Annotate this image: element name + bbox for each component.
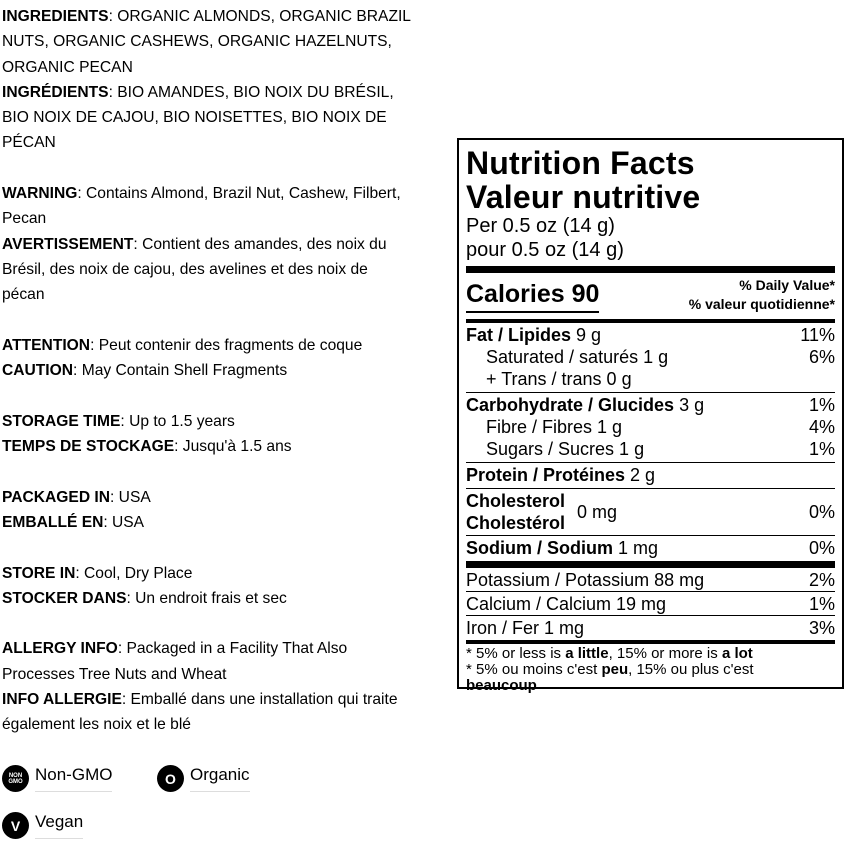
iron-row bbox=[466, 617, 835, 639]
cholesterol-names bbox=[466, 490, 565, 534]
store-line bbox=[2, 561, 462, 586]
ingredients-text: : ORGANIC ALMONDS, ORGANIC BRAZIL bbox=[108, 8, 411, 25]
caution-label: CAUTION bbox=[2, 362, 74, 380]
trans-label: + Trans / trans 0 g bbox=[486, 369, 632, 389]
protein-label: Protein / Protéines bbox=[466, 465, 626, 485]
fibre-row bbox=[466, 416, 835, 438]
calcium-row bbox=[466, 593, 835, 615]
nf-title-en: Nutrition Facts bbox=[466, 145, 695, 181]
packaged-line bbox=[2, 485, 462, 510]
rule bbox=[466, 615, 835, 616]
carb-dv: 1% bbox=[808, 395, 835, 415]
potassium-label: Potassium / Potassium 88 mg bbox=[466, 570, 705, 590]
warning-line-1 bbox=[2, 181, 462, 206]
carb-row bbox=[466, 394, 835, 416]
potassium-dv: 2% bbox=[808, 570, 835, 590]
store-label: STORE IN bbox=[2, 564, 76, 582]
ingredients-fr-line-3: PÉCAN bbox=[2, 134, 56, 152]
calcium-dv: 1% bbox=[808, 594, 835, 614]
rule bbox=[466, 266, 835, 273]
emballe-label: EMBALLÉ EN bbox=[2, 513, 104, 531]
footnote-fr-b: peu bbox=[601, 661, 629, 678]
rule bbox=[466, 535, 835, 536]
store-text: : Cool, Dry Place bbox=[75, 564, 193, 582]
badge-vegan bbox=[2, 812, 83, 839]
fibre-label: Fibre / Fibres 1 g bbox=[486, 417, 623, 437]
temps-label: TEMPS DE STOCKAGE bbox=[2, 438, 175, 456]
badge-organic bbox=[157, 765, 250, 792]
sodium-label: Sodium / Sodium bbox=[466, 538, 613, 558]
dv-en: % Daily Value* bbox=[739, 277, 835, 293]
footnote-en-d: a lot bbox=[721, 645, 753, 662]
sugars-dv: 1% bbox=[808, 439, 835, 459]
nf-title-fr: Valeur nutritive bbox=[466, 179, 701, 215]
rule bbox=[466, 561, 835, 568]
badge-organic-label: Organic bbox=[190, 765, 250, 792]
footnote-en-b: a little bbox=[565, 645, 609, 662]
cholesterol-amount: 0 mg bbox=[577, 501, 618, 522]
footnote-fr bbox=[466, 662, 835, 678]
avert-line-1 bbox=[2, 232, 462, 257]
nf-serving-en: Per 0.5 oz (14 g) bbox=[466, 215, 615, 237]
vegan-icon: V bbox=[2, 812, 29, 839]
footnote-en-a: * 5% or less is bbox=[466, 645, 566, 662]
ingredients-fr-text: : BIO AMANDES, BIO NOIX DU BRÉSIL, bbox=[108, 83, 394, 101]
sugars-label: Sugars / Sucres 1 g bbox=[486, 439, 645, 459]
emballe-line bbox=[2, 510, 462, 535]
sodium-row bbox=[466, 537, 835, 559]
nongmo-icon-line-2: GMO bbox=[8, 778, 23, 785]
footnote-fr-c: , 15% ou plus c'est bbox=[628, 661, 754, 678]
footnote bbox=[466, 644, 835, 694]
allergy-text: : Packaged in a Facility That Also bbox=[117, 640, 348, 658]
nutrition-facts-panel bbox=[457, 138, 844, 694]
product-info-text bbox=[2, 4, 462, 738]
footnote-fr-a: * 5% ou moins c'est bbox=[466, 661, 602, 678]
saturated-label: Saturated / saturés 1 g bbox=[486, 347, 669, 367]
rule bbox=[466, 591, 835, 592]
packaged-text: : USA bbox=[110, 488, 151, 506]
cholesterol-label-en: Cholesterol bbox=[466, 491, 566, 511]
protein-row bbox=[466, 464, 835, 486]
avert-line-2: Brésil, des noix de cajou, des avelines et des noix de bbox=[2, 260, 368, 278]
nf-serving-fr: pour 0.5 oz (14 g) bbox=[466, 239, 624, 261]
dv-fr: % valeur quotidienne* bbox=[688, 296, 835, 312]
daily-value-header bbox=[689, 276, 835, 314]
stocker-text: : Un endroit frais et sec bbox=[126, 589, 287, 607]
badge-nongmo bbox=[2, 765, 112, 792]
stocker-label: STOCKER DANS bbox=[2, 589, 127, 607]
rule bbox=[466, 392, 835, 393]
fat-amount: 9 g bbox=[571, 325, 602, 345]
avert-text: : Contient des amandes, des noix du bbox=[133, 235, 387, 253]
potassium-row bbox=[466, 569, 835, 591]
ingredients-line-2: NUTS, ORGANIC CASHEWS, ORGANIC HAZELNUTS, bbox=[2, 33, 392, 51]
sugars-row bbox=[466, 438, 835, 460]
fat-row bbox=[466, 324, 835, 346]
calories-row bbox=[466, 275, 835, 319]
allergy-label: ALLERGY INFO bbox=[2, 640, 118, 658]
rule bbox=[466, 462, 835, 463]
attention-line bbox=[2, 333, 462, 358]
fat-label: Fat / Lipides bbox=[466, 325, 572, 345]
iron-label: Iron / Fer 1 mg bbox=[466, 618, 585, 638]
iron-dv: 3% bbox=[808, 618, 835, 638]
cholesterol-dv: 0% bbox=[808, 501, 835, 522]
fat-dv: 11% bbox=[800, 325, 835, 345]
badge-nongmo-label: Non-GMO bbox=[35, 765, 112, 792]
calories: Calories 90 bbox=[466, 279, 599, 313]
warning-label: WARNING bbox=[2, 185, 78, 203]
ingredients-line-1 bbox=[2, 4, 462, 29]
saturated-dv: 6% bbox=[808, 347, 835, 367]
trans-row bbox=[466, 368, 835, 390]
ingredients-label: INGREDIENTS bbox=[2, 8, 109, 25]
attention-label: ATTENTION bbox=[2, 336, 91, 354]
organic-icon: O bbox=[157, 765, 184, 792]
rule bbox=[466, 319, 835, 323]
info-allergie-line-2: également les noix et le blé bbox=[2, 716, 191, 734]
info-allergie-line-1 bbox=[2, 687, 462, 712]
sodium-amount: 1 mg bbox=[613, 538, 659, 558]
footnote-en bbox=[466, 646, 835, 662]
ingredients-line-3: ORGANIC PECAN bbox=[2, 58, 133, 76]
info-allergie-label: INFO ALLERGIE bbox=[2, 691, 122, 709]
calcium-label: Calcium / Calcium 19 mg bbox=[466, 594, 667, 614]
cholesterol-label-fr: Cholestérol bbox=[466, 513, 566, 533]
avert-line-3: pécan bbox=[2, 286, 45, 304]
storage-text: : Up to 1.5 years bbox=[120, 412, 235, 430]
sodium-dv: 0% bbox=[808, 538, 835, 558]
avert-label: AVERTISSEMENT bbox=[2, 235, 134, 253]
ingredients-fr-line-2: BIO NOIX DE CAJOU, BIO NOISETTES, BIO NOIX DE bbox=[2, 109, 387, 127]
certification-badges bbox=[2, 765, 302, 845]
temps-text: : Jusqu'à 1.5 ans bbox=[174, 438, 292, 456]
warning-text: : Contains Almond, Brazil Nut, Cashew, Filbert, bbox=[77, 185, 401, 203]
info-allergie-text: : Emballé dans une installation qui traite bbox=[121, 691, 398, 709]
caution-text: : May Contain Shell Fragments bbox=[73, 362, 288, 380]
carb-label: Carbohydrate / Glucides bbox=[466, 395, 675, 415]
nongmo-icon-line-1: NON bbox=[8, 772, 23, 779]
footnote-en-c: , 15% or more is bbox=[608, 645, 722, 662]
attention-text: : Peut contenir des fragments de coque bbox=[90, 336, 363, 354]
warning-line-2: Pecan bbox=[2, 210, 47, 228]
carb-amount: 3 g bbox=[674, 395, 705, 415]
allergy-line-2: Processes Tree Nuts and Wheat bbox=[2, 665, 227, 683]
storage-line bbox=[2, 409, 462, 434]
packaged-label: PACKAGED IN bbox=[2, 488, 111, 506]
stocker-line bbox=[2, 586, 462, 611]
nongmo-icon bbox=[2, 765, 29, 792]
temps-line bbox=[2, 434, 462, 459]
saturated-row bbox=[466, 346, 835, 368]
allergy-line-1 bbox=[2, 636, 462, 661]
fibre-dv: 4% bbox=[808, 417, 835, 437]
caution-line bbox=[2, 358, 462, 383]
protein-amount: 2 g bbox=[625, 465, 656, 485]
badge-vegan-label: Vegan bbox=[35, 812, 83, 839]
storage-label: STORAGE TIME bbox=[2, 412, 121, 430]
emballe-text: : USA bbox=[103, 513, 145, 531]
cholesterol-row bbox=[466, 489, 835, 535]
footnote-fr-d: beaucoup bbox=[466, 677, 537, 694]
ingredients-fr-line-1 bbox=[2, 80, 462, 105]
ingredients-fr-label: INGRÉDIENTS bbox=[2, 83, 109, 101]
